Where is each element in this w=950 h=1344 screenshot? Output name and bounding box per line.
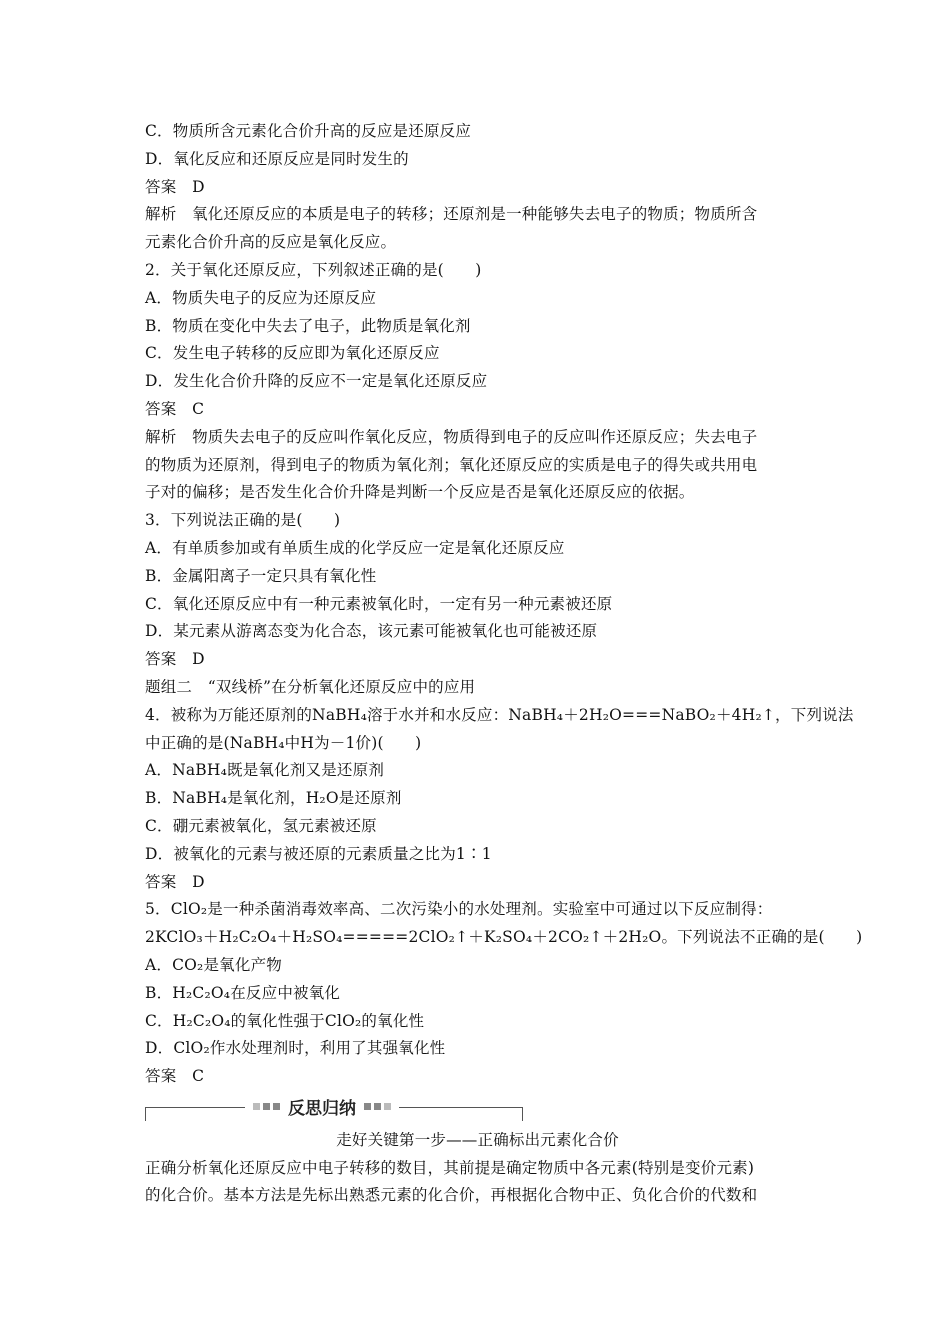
text-line-13: 子对的偏移；是否发生化合价升降是判断一个反应是否是氧化还原反应的依据。 (145, 483, 695, 502)
text-line-0: C．物质所含元素化合价升高的反应是还原反应 (145, 122, 472, 140)
text-line-3: 解析 氧化还原反应的本质是电子的转移；还原剂是一种能够失去电子的物质；物质所含 (145, 205, 758, 224)
text-line-2: 答案 D (145, 177, 205, 196)
text-line-29: 2KClO₃＋H₂C₂O₄＋H₂SO₄=====2ClO₂↑＋K₂SO₄＋2CO₂↑＋2H₂O。下列说法不正确的是( ) (145, 928, 863, 947)
text-line-5: 2．关于氧化还原反应，下列叙述正确的是( ) (145, 260, 482, 279)
text-line-24: B．NaBH₄是氧化剂，H₂O是还原剂 (145, 789, 402, 808)
text-line-7: B．物质在变化中失去了电子，此物质是氧化剂 (145, 316, 471, 335)
text-line-19: 答案 D (145, 650, 205, 669)
header-rule-right (522, 1107, 523, 1121)
text-line-9: D．发生化合价升降的反应不一定是氧化还原反应 (145, 372, 488, 391)
text-line-34: 答案 C (145, 1067, 205, 1086)
text-line-21: 4．被称为万能还原剂的NaBH₄溶于水并和水反应：NaBH₄＋2H₂O===NaBO₂＋4H₂↑，下列说法 (145, 705, 854, 724)
text-line-11: 解析 物质失去电子的反应叫作氧化反应，物质得到电子的反应叫作还原反应；失去电子 (145, 427, 758, 446)
text-line-25: C．硼元素被氧化，氢元素被还原 (145, 816, 377, 835)
text-line-17: C．氧化还原反应中有一种元素被氧化时，一定有另一种元素被还原 (145, 594, 613, 613)
text-line-12: 的物质为还原剂，得到电子的物质为氧化剂；氧化还原反应的实质是电子的得失或共用电 (145, 455, 758, 474)
document-page (145, 118, 863, 1210)
text-line-6: A．物质失电子的反应为还原反应 (145, 288, 377, 307)
text-line-32: C．H₂C₂O₄的氧化性强于ClO₂的氧化性 (145, 1011, 425, 1030)
text-line-26: D．被氧化的元素与被还原的元素质量之比为1∶1 (145, 844, 492, 863)
content-before-section (145, 118, 863, 1091)
text-line-23: A．NaBH₄既是氧化剂又是还原剂 (145, 761, 385, 780)
content-after-section (145, 1155, 810, 1211)
text-line-1: D．氧化反应和还原反应是同时发生的 (145, 149, 409, 168)
text-line-15: A．有单质参加或有单质生成的化学反应一定是氧化还原反应 (145, 538, 565, 557)
text-line-28: 5．ClO₂是一种杀菌消毒效率高、二次污染小的水处理剂。实验室中可通过以下反应制得： (145, 900, 773, 919)
section-title: 反思归纳 (288, 1099, 356, 1120)
text-line-20: 题组二 “双线桥”在分析氧化还原反应中的应用 (145, 677, 476, 696)
text-line-31: B．H₂C₂O₄在反应中被氧化 (145, 983, 341, 1002)
text-line-22: 中正确的是(NaBH₄中H为－1价)( ) (145, 733, 422, 752)
text-line-33: D．ClO₂作水处理剂时，利用了其强氧化性 (145, 1039, 446, 1058)
reflection-section-header (145, 1095, 810, 1127)
decor-squares-left (253, 1103, 280, 1110)
text-line-27: 答案 D (145, 872, 205, 891)
text-line-10: 答案 C (145, 399, 205, 418)
decor-squares-right (364, 1103, 391, 1110)
paragraph-line-1: 的化合价。基本方法是先标出熟悉元素的化合价，再根据化合物中正、负化合价的代数和 (145, 1186, 758, 1205)
section-label (245, 1095, 399, 1119)
text-line-8: C．发生电子转移的反应即为氧化还原反应 (145, 344, 440, 363)
text-line-16: B．金属阳离子一定只具有氧化性 (145, 566, 377, 585)
subtitle: 走好关键第一步——正确标出元素化合价 (336, 1130, 619, 1149)
text-line-14: 3．下列说法正确的是( ) (145, 511, 341, 530)
text-line-4: 元素化合价升高的反应是氧化反应。 (145, 233, 397, 252)
text-line-30: A．CO₂是氧化产物 (145, 955, 282, 974)
text-line-18: D．某元素从游离态变为化合态，该元素可能被氧化也可能被还原 (145, 622, 598, 641)
paragraph-line-0: 正确分析氧化还原反应中电子转移的数目，其前提是确定物质中各元素(特别是变价元素) (145, 1158, 755, 1177)
header-rule-left (145, 1107, 146, 1121)
